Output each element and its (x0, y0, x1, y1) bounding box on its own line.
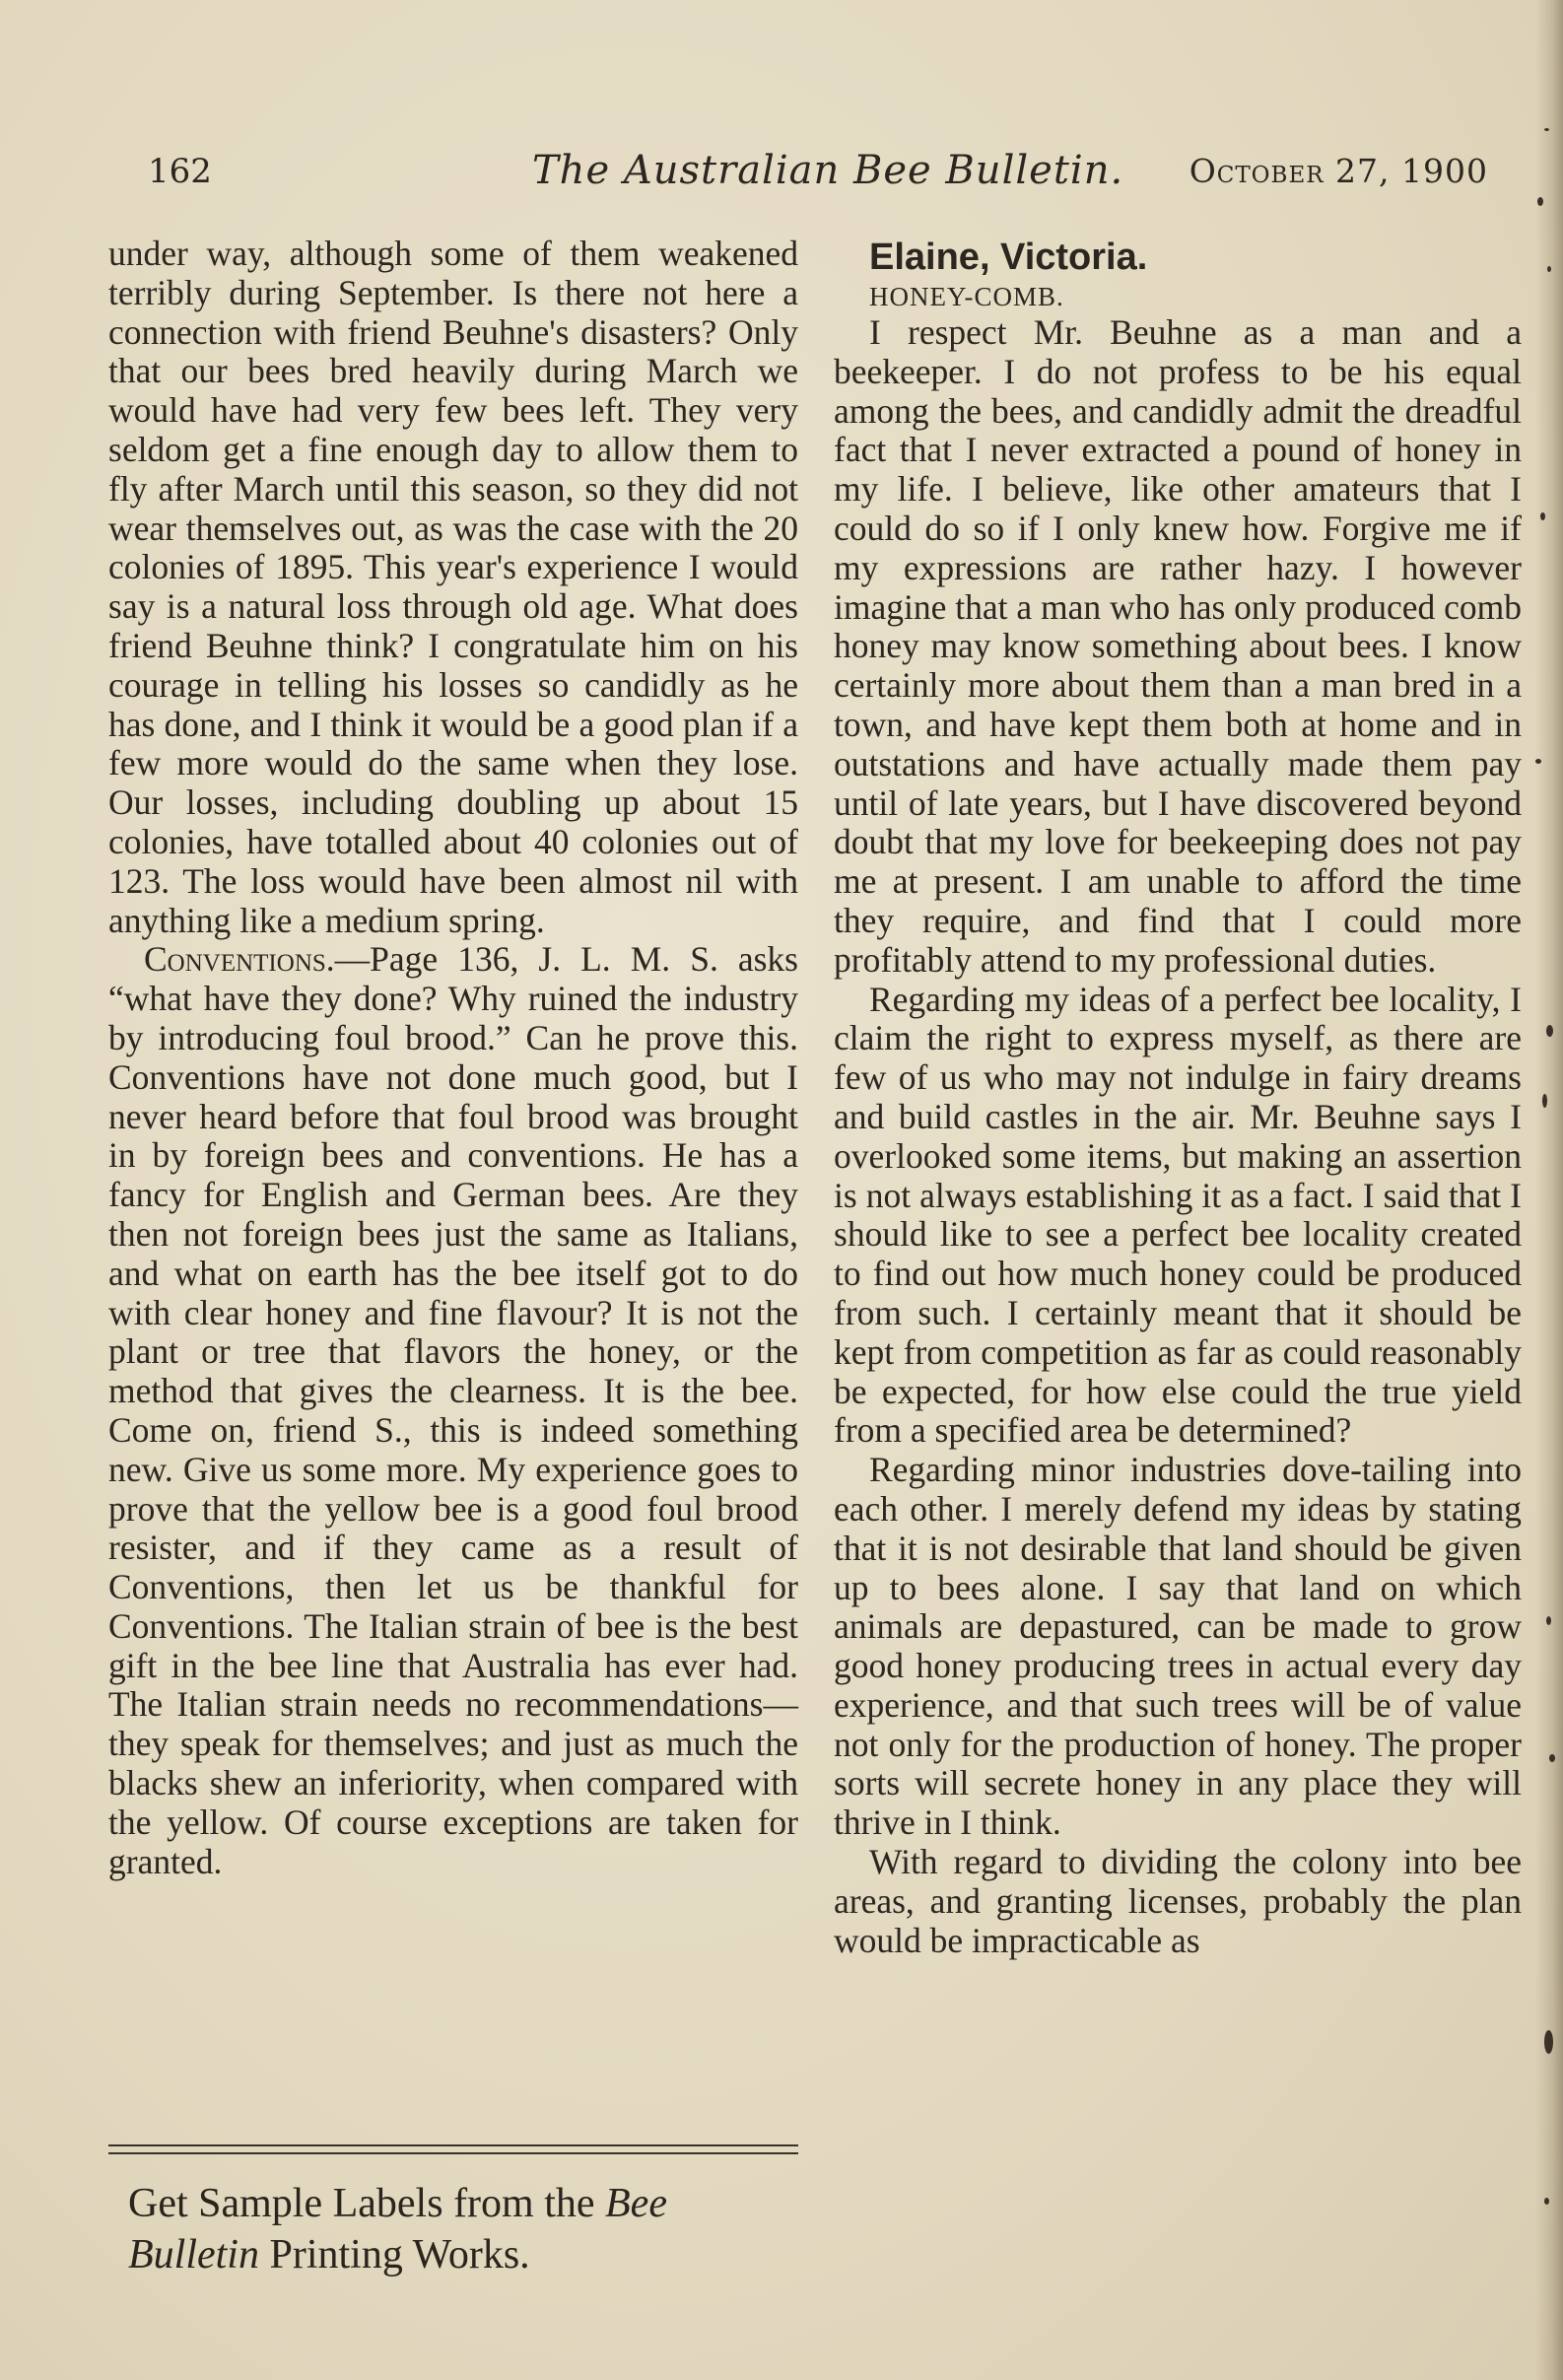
left-paragraph-2 (108, 940, 798, 1881)
issue-date-rest: 27, 1900 (1335, 152, 1488, 190)
article-byline: HONEY-COMB. (869, 282, 1064, 311)
column-rule-1 (108, 2144, 798, 2146)
left-paragraph-1: under way, although some of them weakened terribly during September. Is there not here a connection with friend Beuhne's disasters? Only that our bees bred heavily during March we would have had very few bees left. They very seldom get a fine enough day to allow them to fly after March until this season, so they did not wear themselves out, as was the case with the 20 colonies of 1895. This year's experience I would say is a natural loss through old age. What does friend Beuhne think? I congratulate him on his courage in telling his losses so candidly as he has done, and I think it would be a good plan if a few more would do the same when they lose. Our losses, including doubling up about 15 colonies, have totalled about 40 colonies out of 123. The loss would have been almost nil with anything like a medium spring. (108, 234, 798, 940)
conventions-text: —Page 136, J. L. M. S. asks “what have they done? Why ruined the industry by introducing foul brood.” Can he prove this. Conventions have not done much good, but I never heard before that foul brood was brought in by foreign bees and conventions. He has a fancy for English and German bees. Are they then not foreign bees just the same as Italians, and what on earth has the bee itself got to do with clear honey and fine flavour? It is not the plant or tree that flavors the honey, or the method that gives the clearness. It is the bee. Come on, friend S., this is indeed something new. Give us some more. My experience goes to prove that the yellow bee is a good foul brood resister, and if they came as a result of Conventions, then let us be thankful for Conventions. The Italian strain of bee is the best gift in the bee line that Australia has ever had. The Italian strain needs no recommendations—they speak for themselves; and just as much the blacks shew an inferiority, when compared with the yellow. Of course exceptions are taken for granted. (108, 939, 798, 1881)
column-rule-2 (108, 2152, 798, 2154)
ad-text-start: Get Sample Labels from the (128, 2181, 595, 2226)
right-paragraph-3: Regarding minor industries dove-tailing into each other. I merely defend my ideas by stating that it is not desirable that land should be given up to bees alone. I say that land on which animals are depastured, can be made to grow good honey producing trees in actual every day experience, and that such trees will be of value not only for the production of honey. The proper sorts will secrete honey in any place they will thrive in I think. (834, 1450, 1522, 1843)
right-paragraph-1: I respect Mr. Beuhne as a man and a beekeeper. I do not profess to be his equal among the bees, and candidly admit the dreadful fact that I never extracted a pound of honey in my life. I believe, like other amateurs that I could do so if I only knew how. Forgive me if my expressions are rather hazy. I however imagine that a man who has only produced comb honey may know something about bees. I know certainly more about them than a man bred in a town, and have kept them both at home and in outstations and have actually made them pay until of late years, but I have discovered beyond doubt that my love for beekeeping does not pay me at present. I am unable to afford the time they require, and find that I could more profitably attend to my professional duties. (834, 312, 1522, 980)
left-column (108, 235, 798, 1881)
right-paragraph-2: Regarding my ideas of a perfect bee locality, I claim the right to express myself, as there are few of us who may not indulge in fairy dreams and build castles in the air. Mr. Beuhne says I overlooked some items, but making an assertion is not always establishing it as a fact. I said that I should like to see a perfect bee locality created to find out how much honey could be produced from such. I certainly meant that it should be kept from competition as far as could reasonably be expected, for how else could the true yield from a specified area be determined? (834, 979, 1522, 1451)
page-edge-shadow (1535, 0, 1563, 2380)
ad-text-italic: Bee Bulletin (128, 2181, 667, 2278)
page-number: 162 (148, 152, 212, 191)
article-heading: Elaine, Victoria. (869, 237, 1148, 278)
conventions-label: Conventions. (144, 939, 335, 980)
issue-date (1189, 152, 1488, 190)
advertisement (128, 2178, 808, 2280)
ad-text-end: Printing Works. (269, 2232, 530, 2278)
publication-title: The Australian Bee Bulletin. (532, 148, 1124, 193)
right-column (834, 235, 1522, 1960)
right-paragraph-4: With regard to dividing the colony into bee areas, and granting licenses, probably the plan would be impracticable as (834, 1842, 1522, 1960)
page-header (148, 148, 1488, 203)
issue-date-month: October (1189, 152, 1325, 190)
